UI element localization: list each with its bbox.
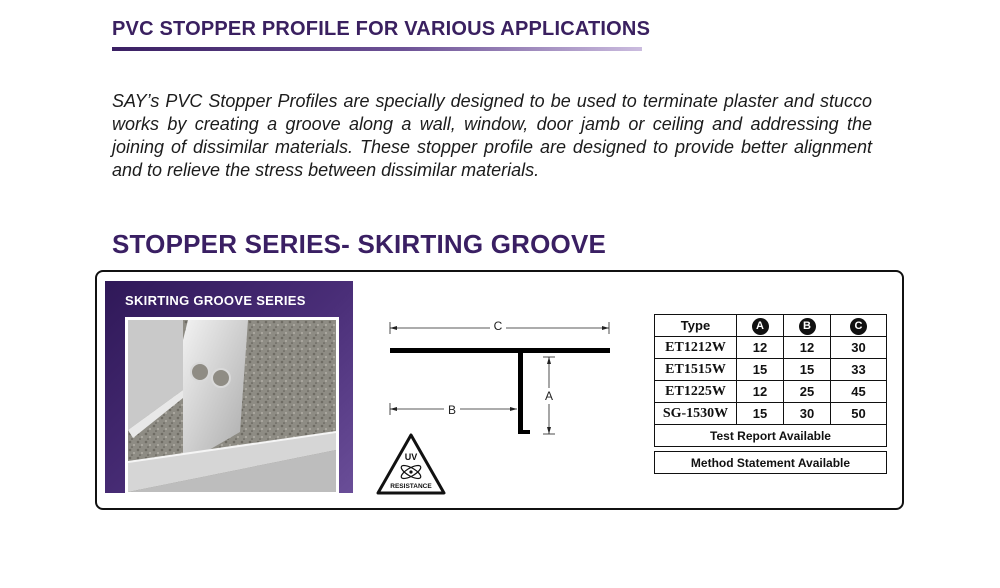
row-type: SG-1530W [655, 403, 737, 425]
page-header [112, 18, 651, 51]
profile-cross-section-diagram [387, 314, 617, 444]
profile-flange [390, 348, 610, 353]
test-report-note: Test Report Available [655, 425, 887, 447]
row-c: 33 [831, 359, 887, 381]
table-row [655, 359, 887, 381]
dimension-a-label: A [544, 389, 554, 403]
row-c: 45 [831, 381, 887, 403]
type-header: Type [655, 315, 737, 337]
col-c-header [831, 315, 887, 337]
note-row [655, 425, 887, 447]
row-b: 12 [784, 337, 831, 359]
title-underline [112, 47, 642, 51]
table-row [655, 381, 887, 403]
intro-paragraph: SAY’s PVC Stopper Profiles are specially designed to be used to terminate plaster and stucco works by creating a groove along a wall, window, door jamb or ceiling and addressing the joining of dissimilar materials. These stopper profile are designed to provide better alignment and to relieve the stress between dissimilar materials. [112, 91, 872, 180]
col-a-badge: A [752, 318, 769, 335]
row-type: ET1225W [655, 381, 737, 403]
uv-resistance-badge [375, 432, 447, 496]
product-photo [125, 317, 339, 495]
row-a: 15 [737, 359, 784, 381]
note-row [655, 452, 887, 474]
row-b: 30 [784, 403, 831, 425]
spec-table [654, 314, 887, 474]
col-b-header [784, 315, 831, 337]
row-a: 12 [737, 381, 784, 403]
product-photo-card [105, 281, 353, 493]
uv-badge-bottom-text: RESISTANCE [390, 483, 432, 490]
table-row [655, 403, 887, 425]
series-title: STOPPER SERIES- SKIRTING GROOVE [112, 229, 607, 259]
method-statement-note: Method Statement Available [655, 452, 887, 474]
row-c: 30 [831, 337, 887, 359]
uv-badge-top-text: UV [404, 452, 418, 462]
row-b: 25 [784, 381, 831, 403]
spec-table-header-row [655, 315, 887, 337]
col-b-badge: B [799, 318, 816, 335]
row-type: ET1515W [655, 359, 737, 381]
row-a: 12 [737, 337, 784, 359]
product-photo-illustration [128, 320, 336, 492]
dimension-c-label: C [493, 319, 503, 333]
row-b: 15 [784, 359, 831, 381]
product-panel [95, 270, 904, 510]
row-a: 15 [737, 403, 784, 425]
row-type: ET1212W [655, 337, 737, 359]
table-row [655, 337, 887, 359]
row-c: 50 [831, 403, 887, 425]
col-c-badge: C [850, 318, 867, 335]
profile-web [518, 353, 523, 434]
page-title: PVC STOPPER PROFILE FOR VARIOUS APPLICATIONS [112, 18, 651, 40]
photo-card-label: SKIRTING GROOVE SERIES [125, 293, 306, 308]
col-a-header [737, 315, 784, 337]
dimension-b-label: B [447, 403, 457, 417]
